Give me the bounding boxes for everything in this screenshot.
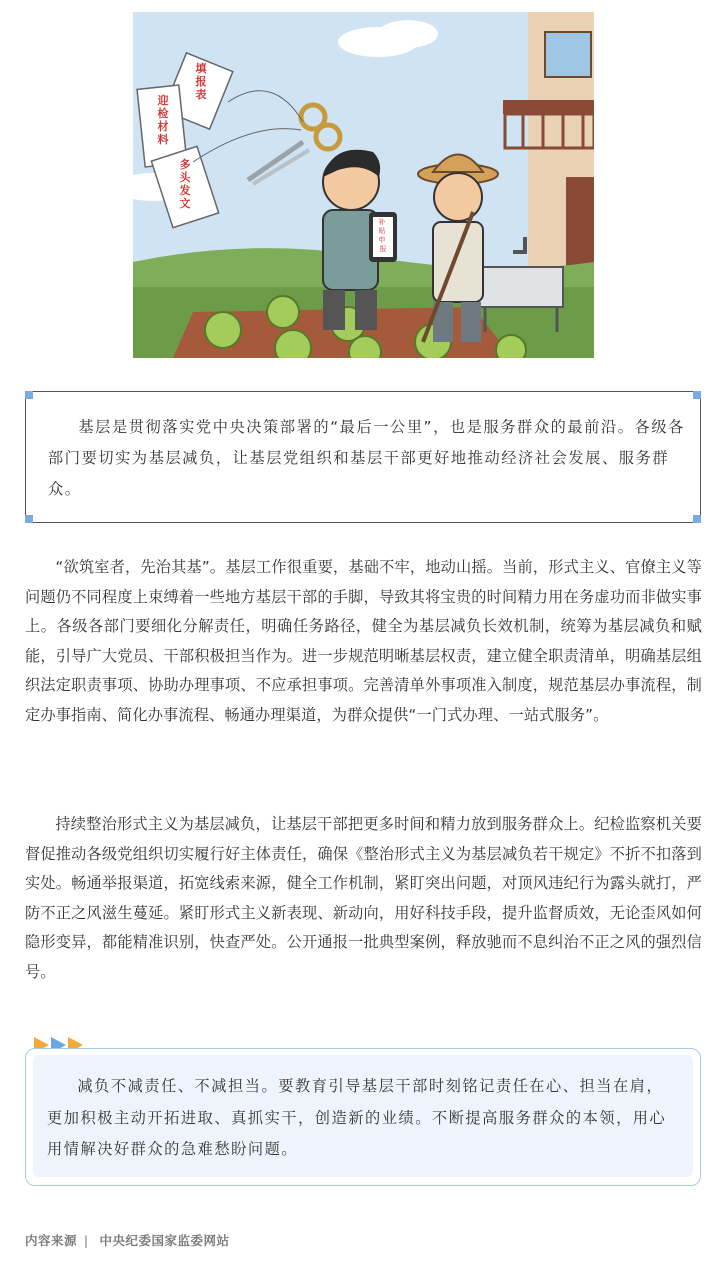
source-label: 内容来源 <box>25 1233 78 1248</box>
tablet-label: 补 贴 申 报 <box>378 218 387 253</box>
source-name: 中央纪委国家监委网站 <box>99 1233 230 1248</box>
summary-panel <box>33 1055 693 1177</box>
article-paragraph-2: 持续整治形式主义为基层减负，让基层干部把更多时间和精力放到服务群众上。纪检监察机关要督促推动各级党组织切实履行好主体责任，确保《整治形式主义为基层减负若干规定》不折不扣落到实处。畅通举报渠道，拓宽线索来源，健全工作机制，紧盯突出问题，对顶风违纪行为露头就打，严防不正之风滋生蔓延。紧盯形式主义新表现、新动向，用好科技手段，提升监督质效，无论歪风如何隐形变异，都能精准识别，快查严处。公开通报一批典型案例，释放驰而不息纠治不正之风的强烈信号。 <box>25 815 702 981</box>
paper-label: 填报表 <box>195 62 207 101</box>
paper-label: 迎检材料 <box>157 94 169 146</box>
corner-marker <box>25 391 33 399</box>
farmer-head <box>434 173 482 221</box>
corner-marker <box>693 391 701 399</box>
cartoon-illustration <box>133 12 594 358</box>
quote-box <box>25 391 701 523</box>
article-paragraph-1: “欲筑室者，先治其基”。基层工作很重要，基础不牢，地动山摇。当前，形式主义、官僚主义等问题仍不同程度上束缚着一些地方基层干部的手脚，导致其将宝贵的时间精力用在务虚功而非做实事上。各级各部门要细化分解责任，明确任务路径，健全为基层减负长效机制，统筹为基层减负和赋能，引导广大党员、干部积极担当作为。进一步规范明晰基层权责，建立健全职责清单，明确基层组织法定职责事项、协助办理事项、不应承担事项。完善清单外事项准入制度，规范基层办事流程，制定办事指南、简化办事流程、畅通办理渠道，为群众提供“一门式办理、一站式服务”。 <box>25 558 702 724</box>
corner-marker <box>25 515 33 523</box>
paper-label: 多头发文 <box>179 158 191 210</box>
illustration-svg <box>133 12 594 358</box>
summary-text: 减负不减责任、不减担当。要教育引导基层干部时刻铭记责任在心、担当在肩，更加积极主动开拓进取、真抓实干，创造新的业绩。不断提高服务群众的本领，用心用情解决好群众的急难愁盼问题。 <box>47 1077 667 1158</box>
summary-box <box>25 1048 701 1186</box>
source-separator: | <box>83 1233 89 1248</box>
quote-text: 基层是贯彻落实党中央决策部署的“最后一公里”，也是服务群众的最前沿。各级各部门要切实为基层减负，让基层党组织和基层干部更好地推动经济社会发展、服务群众。 <box>48 418 685 498</box>
corner-marker <box>693 515 701 523</box>
source-line <box>25 1231 229 1249</box>
